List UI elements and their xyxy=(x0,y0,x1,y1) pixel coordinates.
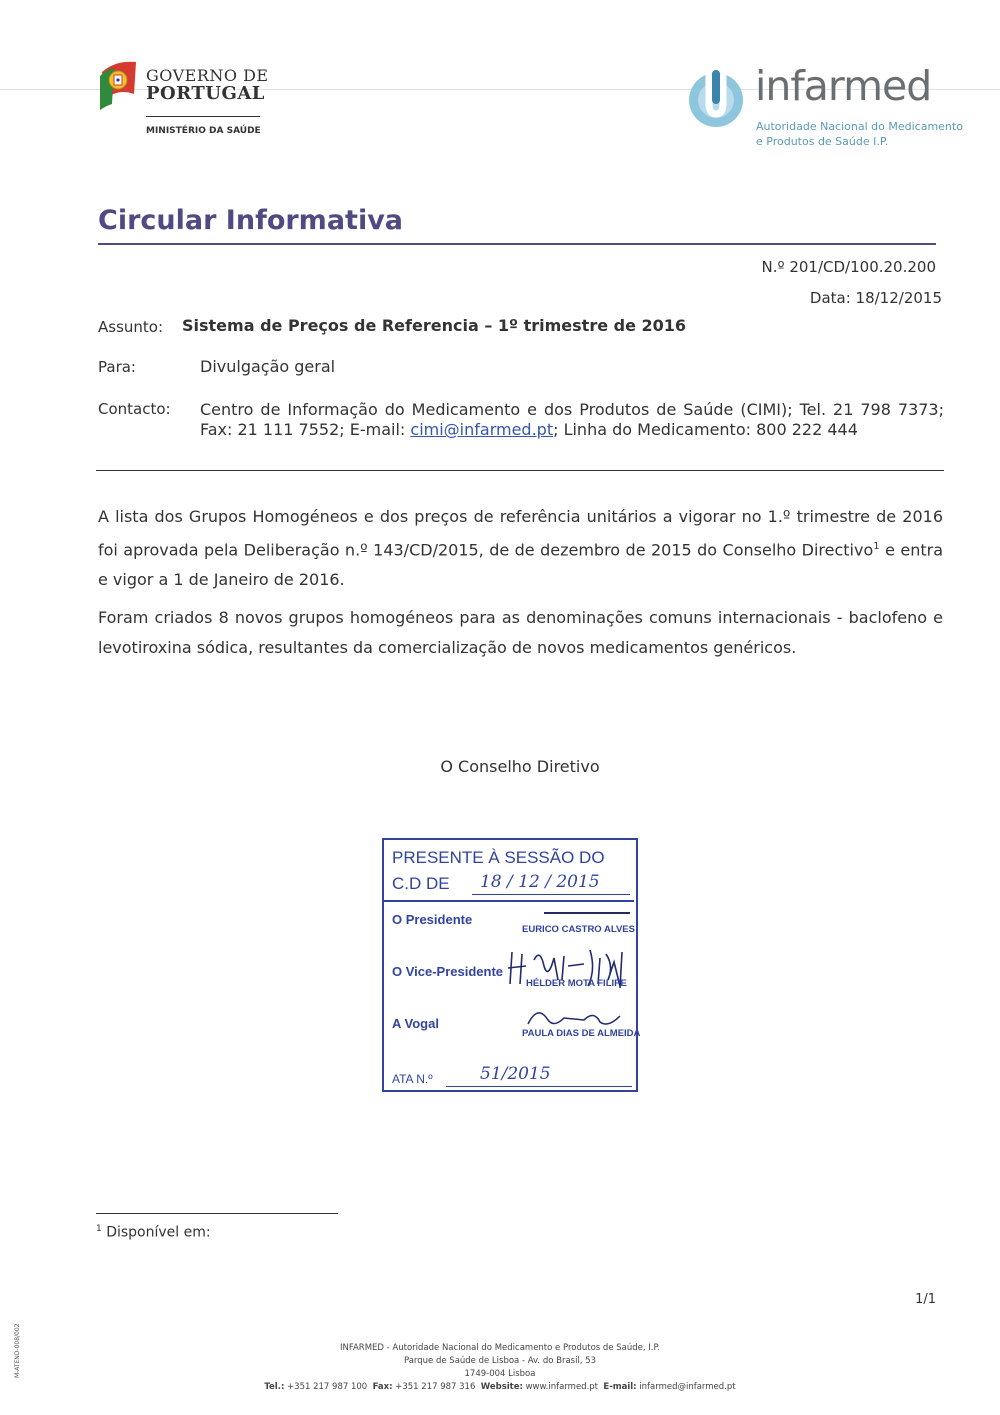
paragraph-2: Foram criados 8 novos grupos homogéneos para as denominações comuns internacionais - baclofeno e levotiroxina sódica, resultantes da comercialização de novos medicamentos genéricos. xyxy=(98,608,943,657)
paragraph-1-tail: e entra e vigor a 1 de Janeiro de 2016. xyxy=(98,540,943,590)
para-label: Para: xyxy=(98,358,136,376)
document-date: Data: 18/12/2015 xyxy=(809,289,942,307)
contacto-label: Contacto: xyxy=(98,400,171,418)
footer-tel: +351 217 987 100 xyxy=(287,1382,368,1392)
gov-line1: GOVERNO DE xyxy=(146,66,269,85)
contacto-text-pre: Centro de Informação do Medicamento e dos Produtos de Saúde (CIMI); Tel. 21 798 7373; Fax: 21 111 7552; E-mail: xyxy=(200,400,944,439)
stamp-date-rule xyxy=(472,894,630,895)
infarmed-subtitle-1: Autoridade Nacional do Medicamento xyxy=(756,120,963,133)
stamp-vice-name: HÉLDER MOTA FILIPE xyxy=(526,978,627,989)
footer-email-link[interactable]: infarmed@infarmed.pt xyxy=(639,1382,736,1392)
page-number: 1/1 xyxy=(915,1292,936,1307)
ministry-label: MINISTÉRIO DA SAÚDE xyxy=(146,126,261,136)
stamp-vogal-name: PAULA DIAS DE ALMEIDA xyxy=(522,1028,641,1039)
stamp-ata-value: 51/2015 xyxy=(480,1064,551,1084)
stamp-ata-label: ATA N.º xyxy=(392,1072,433,1086)
header-separator xyxy=(96,470,944,471)
stamp-vice: O Vice-Presidente xyxy=(392,964,504,979)
presidente-signature-stroke xyxy=(544,912,630,914)
document-title: Circular Informativa xyxy=(98,205,404,236)
assunto-label: Assunto: xyxy=(98,318,164,336)
footnote-number: 1 xyxy=(96,1224,102,1234)
stamp-cd-label: C.D DE xyxy=(392,874,450,893)
title-rule xyxy=(98,243,936,245)
gov-line2: PORTUGAL xyxy=(146,83,265,104)
footer-fax: +351 217 987 316 xyxy=(395,1382,476,1392)
contacto-text-post: ; Linha do Medicamento: 800 222 444 xyxy=(553,420,858,439)
para-value: Divulgação geral xyxy=(200,357,336,376)
footer-line1: INFARMED - Autoridade Nacional do Medicamento e Produtos de Saúde, I.P. xyxy=(340,1343,660,1353)
stamp-presidente: O Presidente xyxy=(392,912,473,927)
stamp-ata-rule xyxy=(446,1086,632,1087)
session-stamp xyxy=(382,838,641,1092)
portugal-emblem-icon xyxy=(96,58,142,112)
contact-email-link[interactable]: cimi@infarmed.pt xyxy=(410,420,554,439)
paragraph-1 xyxy=(98,502,943,595)
infarmed-wordmark: infarmed xyxy=(755,62,932,110)
vogal-signature-icon xyxy=(524,1002,624,1030)
footer-web-label: Website: xyxy=(480,1382,523,1392)
footer-contacts xyxy=(0,1382,1000,1392)
infarmed-subtitle-2: e Produtos de Saúde I.P. xyxy=(756,135,889,148)
document-number: N.º 201/CD/100.20.200 xyxy=(761,258,936,276)
contacto-value xyxy=(200,400,944,440)
footer-tel-label: Tel.: xyxy=(264,1382,285,1392)
footer-line2: Parque de Saúde de Lisboa - Av. do Brasil, 53 xyxy=(403,1356,597,1366)
signature-line: O Conselho Diretivo xyxy=(440,757,600,776)
footnote-ref: 1 xyxy=(873,541,880,552)
infarmed-logo-icon xyxy=(683,68,749,128)
stamp-divider xyxy=(382,900,634,902)
footnote xyxy=(96,1224,211,1241)
stamp-cd-date: 18 / 12 / 2015 xyxy=(480,872,600,892)
assunto-value: Sistema de Preços de Referencia – 1º trimestre de 2016 xyxy=(182,316,687,335)
stamp-vogal: A Vogal xyxy=(392,1016,439,1031)
footer-line3: 1749-004 Lisboa xyxy=(464,1369,536,1379)
footer-email-label: E-mail: xyxy=(603,1382,637,1392)
footer-fax-label: Fax: xyxy=(372,1382,393,1392)
footnote-rule xyxy=(96,1213,338,1214)
gov-divider xyxy=(146,116,260,117)
stamp-presidente-name: EURICO CASTRO ALVES xyxy=(522,924,635,935)
side-form-code: M-ATEND-008/002 xyxy=(14,1323,21,1378)
footer-website-link[interactable]: www.infarmed.pt xyxy=(525,1382,599,1392)
stamp-heading: PRESENTE À SESSÃO DO xyxy=(392,848,605,867)
footnote-text: Disponível em: xyxy=(106,1224,211,1241)
paragraph-1-text: A lista dos Grupos Homogéneos e dos preços de referência unitários a vigorar no 1.º trimestre de 2016 foi aprovada pela Deliberação n.º 143/CD/2015, de de dezembro de 2015 do Conselho Directivo xyxy=(98,507,943,560)
